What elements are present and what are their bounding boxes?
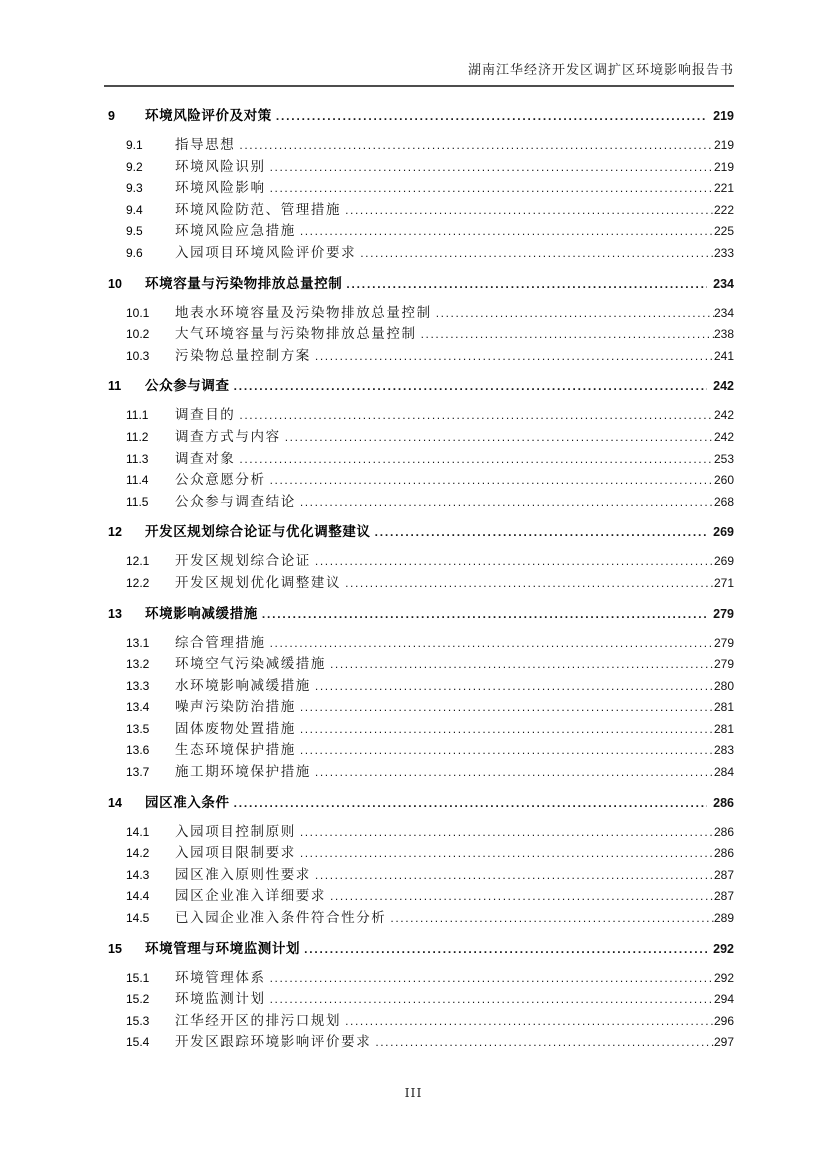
toc-sub-number: 9.4 <box>126 202 143 217</box>
dot-leader <box>375 1030 714 1054</box>
toc-sub-title: 入园项目限制要求 <box>175 845 296 862</box>
toc-sub-number: 15.2 <box>126 992 150 1007</box>
toc-sub-page: 222 <box>713 202 734 217</box>
toc-sub-row[interactable] <box>104 425 734 447</box>
toc-chapter-number: 11 <box>108 379 122 394</box>
dot-leader <box>315 863 714 887</box>
toc-sub-row[interactable] <box>104 1009 734 1031</box>
toc-sub-title: 调查目的 <box>175 407 236 424</box>
toc-sub-title: 环境风险防范、管理措施 <box>175 201 342 218</box>
dot-leader <box>276 103 707 128</box>
toc-sub-number: 12.2 <box>126 575 150 590</box>
dot-leader <box>270 176 714 200</box>
table-of-contents <box>104 103 734 1052</box>
header-title: 湖南江华经济开发区调扩区环境影响报告书 <box>467 63 734 78</box>
toc-sub-title: 噪声污染防治措施 <box>175 699 296 716</box>
dot-leader <box>315 549 714 573</box>
toc-sub-title: 污染物总量控制方案 <box>175 347 311 364</box>
toc-sub-number: 15.4 <box>126 1035 150 1050</box>
toc-sub-number: 10.2 <box>126 327 150 342</box>
dot-leader <box>345 198 714 222</box>
toc-sub-title: 开发区跟踪环境影响评价要求 <box>175 1034 372 1051</box>
toc-sub-number: 14.4 <box>126 889 150 904</box>
toc-chapter-title: 公众参与调查 <box>145 378 230 395</box>
toc-sub-row[interactable] <box>104 841 734 863</box>
toc-chapter-page: 292 <box>713 941 734 956</box>
toc-sub-title: 环境风险应急措施 <box>175 223 296 240</box>
toc-sub-page: 253 <box>713 451 734 466</box>
toc-sub-row[interactable] <box>104 155 734 177</box>
toc-chapter-number: 15 <box>108 941 122 956</box>
toc-sub-page: 281 <box>713 721 734 736</box>
toc-sub-title: 入园项目环境风险评价要求 <box>175 244 357 261</box>
dot-leader <box>300 820 714 844</box>
dot-leader <box>300 219 714 243</box>
toc-sub-title: 环境管理体系 <box>175 969 266 986</box>
toc-chapter-row[interactable] <box>104 601 734 625</box>
toc-sub-title: 园区准入原则性要求 <box>175 866 311 883</box>
dot-leader <box>270 155 714 179</box>
toc-sub-row[interactable] <box>104 571 734 593</box>
toc-sub-title: 园区企业准入详细要求 <box>175 888 326 905</box>
toc-sub-row[interactable] <box>104 695 734 717</box>
toc-sub-page: 284 <box>713 765 734 780</box>
toc-sub-number: 11.1 <box>126 408 149 423</box>
toc-sub-page: 289 <box>713 911 734 926</box>
toc-sub-row[interactable] <box>104 198 734 220</box>
toc-sub-row[interactable] <box>104 652 734 674</box>
toc-sub-number: 10.1 <box>126 305 150 320</box>
toc-sub-row[interactable] <box>104 738 734 760</box>
dot-leader <box>360 241 714 265</box>
dot-leader <box>270 631 714 655</box>
toc-sub-title: 已入园企业准入条件符合性分析 <box>175 910 387 927</box>
toc-sub-title: 开发区规划综合论证 <box>175 553 311 570</box>
dot-leader <box>345 1009 714 1033</box>
toc-sub-number: 9.5 <box>126 224 143 239</box>
toc-sub-title: 开发区规划优化调整建议 <box>175 574 342 591</box>
toc-sub-page: 225 <box>713 224 734 239</box>
toc-sub-title: 公众意愿分析 <box>175 472 266 489</box>
dot-leader <box>330 884 714 908</box>
toc-sub-row[interactable] <box>104 176 734 198</box>
toc-sub-number: 14.5 <box>126 911 150 926</box>
toc-sub-title: 指导思想 <box>175 137 236 153</box>
dot-leader <box>315 674 714 698</box>
toc-sub-number: 15.3 <box>126 1013 150 1028</box>
toc-sub-page: 233 <box>713 245 734 260</box>
toc-chapter-row[interactable] <box>104 519 734 543</box>
toc-sub-row[interactable] <box>104 717 734 739</box>
toc-sub-page: 221 <box>713 181 734 196</box>
toc-sub-number: 11.2 <box>126 429 149 444</box>
toc-sub-title: 调查对象 <box>175 450 236 467</box>
toc-sub-row[interactable] <box>104 863 734 885</box>
toc-sub-row[interactable] <box>104 301 734 323</box>
toc-chapter-row[interactable] <box>104 271 734 295</box>
toc-sub-number: 13.5 <box>126 721 150 736</box>
dot-leader <box>315 760 714 784</box>
toc-sub-row[interactable] <box>104 241 734 263</box>
toc-sub-number: 9.3 <box>126 181 143 196</box>
toc-sub-page: 287 <box>713 867 734 882</box>
toc-sub-number: 11.4 <box>126 473 149 488</box>
toc-sub-title: 入园项目控制原则 <box>175 823 296 840</box>
dot-leader <box>270 966 714 990</box>
toc-sub-title: 固体废物处置措施 <box>175 720 296 737</box>
dot-leader <box>345 571 714 595</box>
toc-sub-row[interactable] <box>104 403 734 425</box>
toc-sub-number: 14.2 <box>126 846 150 861</box>
dot-leader <box>390 906 714 930</box>
toc-sub-row[interactable] <box>104 344 734 366</box>
toc-chapter-page: 234 <box>713 276 734 291</box>
dot-leader <box>330 652 714 676</box>
dot-leader <box>300 738 714 762</box>
dot-leader <box>375 519 708 544</box>
page-number: III <box>404 1085 423 1100</box>
dot-leader <box>300 695 714 719</box>
toc-chapter-title: 环境容量与污染物排放总量控制 <box>145 275 343 292</box>
toc-chapter-number: 10 <box>108 276 122 291</box>
toc-sub-page: 242 <box>713 408 734 423</box>
toc-sub-number: 12.1 <box>126 554 150 569</box>
toc-sub-page: 242 <box>713 429 734 444</box>
toc-sub-page: 279 <box>713 635 734 650</box>
toc-sub-title: 环境风险影响 <box>175 180 266 197</box>
toc-sub-page: 279 <box>713 657 734 672</box>
dot-leader <box>304 936 707 961</box>
page-header <box>104 59 734 87</box>
toc-sub-title: 环境风险识别 <box>175 158 266 175</box>
toc-chapter-page: 269 <box>713 525 734 540</box>
toc-chapter-row[interactable] <box>104 790 734 814</box>
toc-sub-row[interactable] <box>104 447 734 469</box>
toc-sub-row[interactable] <box>104 219 734 241</box>
toc-sub-number: 13.3 <box>126 678 150 693</box>
toc-chapter-page: 242 <box>713 379 734 394</box>
dot-leader <box>262 601 707 626</box>
toc-sub-page: 283 <box>713 743 734 758</box>
toc-chapter-number: 14 <box>108 795 122 810</box>
toc-sub-row[interactable] <box>104 631 734 653</box>
toc-sub-row[interactable] <box>104 322 734 344</box>
toc-sub-title: 环境空气污染减缓措施 <box>175 656 326 673</box>
toc-sub-row[interactable] <box>104 820 734 842</box>
toc-sub-page: 296 <box>713 1013 734 1028</box>
toc-sub-row[interactable] <box>104 760 734 782</box>
toc-sub-number: 13.1 <box>126 635 150 650</box>
toc-sub-number: 14.1 <box>126 824 150 839</box>
dot-leader <box>436 301 714 325</box>
dot-leader <box>300 490 714 514</box>
toc-chapter-title: 开发区规划综合论证与优化调整建议 <box>145 524 371 541</box>
toc-sub-row[interactable] <box>104 966 734 988</box>
toc-sub-page: 219 <box>713 159 734 174</box>
dot-leader <box>300 841 714 865</box>
toc-sub-page: 286 <box>713 824 734 839</box>
toc-sub-row[interactable] <box>104 884 734 906</box>
toc-chapter-row[interactable] <box>104 103 734 127</box>
toc-sub-title: 环境监测计划 <box>175 991 266 1008</box>
toc-chapter-title: 园区准入条件 <box>145 794 230 811</box>
toc-sub-number: 9.1 <box>126 138 143 152</box>
dot-leader <box>285 425 714 449</box>
toc-sub-title: 大气环境容量与污染物排放总量控制 <box>175 326 417 343</box>
toc-sub-page: 269 <box>713 554 734 569</box>
toc-sub-number: 15.1 <box>126 970 150 985</box>
toc-sub-page: 219 <box>713 138 734 152</box>
dot-leader <box>234 790 708 815</box>
dot-leader <box>239 133 714 157</box>
toc-chapter-number: 12 <box>108 525 122 540</box>
toc-sub-title: 施工期环境保护措施 <box>175 764 311 781</box>
toc-sub-page: 241 <box>713 348 734 363</box>
toc-sub-page: 297 <box>713 1035 734 1050</box>
dot-leader <box>239 447 714 471</box>
toc-sub-page: 281 <box>713 700 734 715</box>
dot-leader <box>421 322 714 346</box>
toc-sub-number: 13.4 <box>126 700 150 715</box>
toc-sub-number: 14.3 <box>126 867 150 882</box>
toc-sub-number: 11.3 <box>126 451 149 466</box>
toc-chapter-row[interactable] <box>104 936 734 960</box>
toc-sub-number: 10.3 <box>126 348 150 363</box>
toc-sub-title: 调查方式与内容 <box>175 428 281 445</box>
toc-sub-number: 13.6 <box>126 743 150 758</box>
toc-sub-page: 271 <box>713 575 734 590</box>
toc-sub-page: 234 <box>713 305 734 320</box>
toc-chapter-number: 9 <box>108 109 115 123</box>
toc-sub-number: 13.7 <box>126 765 150 780</box>
toc-chapter-title: 环境管理与环境监测计划 <box>145 940 301 957</box>
toc-sub-row[interactable] <box>104 468 734 490</box>
toc-sub-row[interactable] <box>104 906 734 928</box>
toc-chapter-title: 环境影响减缓措施 <box>145 605 258 622</box>
toc-sub-title: 地表水环境容量及污染物排放总量控制 <box>175 304 432 321</box>
dot-leader <box>300 717 714 741</box>
dot-leader <box>270 987 714 1011</box>
toc-sub-title: 综合管理措施 <box>175 634 266 651</box>
toc-chapter-page: 279 <box>713 606 734 621</box>
toc-sub-row[interactable] <box>104 549 734 571</box>
toc-sub-number: 9.6 <box>126 245 143 260</box>
toc-sub-page: 238 <box>713 327 734 342</box>
page-footer <box>0 1082 827 1101</box>
dot-leader <box>239 403 714 427</box>
toc-chapter-row[interactable] <box>104 373 734 397</box>
toc-sub-row[interactable] <box>104 133 734 155</box>
toc-sub-number: 11.5 <box>126 494 149 509</box>
toc-sub-title: 江华经开区的排污口规划 <box>175 1012 342 1029</box>
toc-chapter-page: 219 <box>713 109 734 123</box>
toc-sub-title: 公众参与调查结论 <box>175 493 296 510</box>
toc-sub-number: 13.2 <box>126 657 150 672</box>
toc-sub-page: 260 <box>713 473 734 488</box>
toc-sub-page: 292 <box>713 970 734 985</box>
toc-sub-row[interactable] <box>104 1030 734 1052</box>
dot-leader <box>270 468 714 492</box>
toc-sub-page: 287 <box>713 889 734 904</box>
dot-leader <box>234 373 708 398</box>
toc-sub-page: 286 <box>713 846 734 861</box>
toc-sub-row[interactable] <box>104 987 734 1009</box>
toc-sub-row[interactable] <box>104 490 734 512</box>
dot-leader <box>315 344 714 368</box>
toc-sub-title: 水环境影响减缓措施 <box>175 677 311 694</box>
toc-sub-page: 280 <box>713 678 734 693</box>
toc-sub-row[interactable] <box>104 674 734 696</box>
dot-leader <box>346 271 707 296</box>
toc-sub-number: 9.2 <box>126 159 143 174</box>
toc-sub-title: 生态环境保护措施 <box>175 742 296 759</box>
toc-sub-page: 294 <box>713 992 734 1007</box>
toc-chapter-number: 13 <box>108 606 122 621</box>
toc-sub-page: 268 <box>713 494 734 509</box>
toc-chapter-title: 环境风险评价及对策 <box>145 108 272 124</box>
toc-chapter-page: 286 <box>713 795 734 810</box>
